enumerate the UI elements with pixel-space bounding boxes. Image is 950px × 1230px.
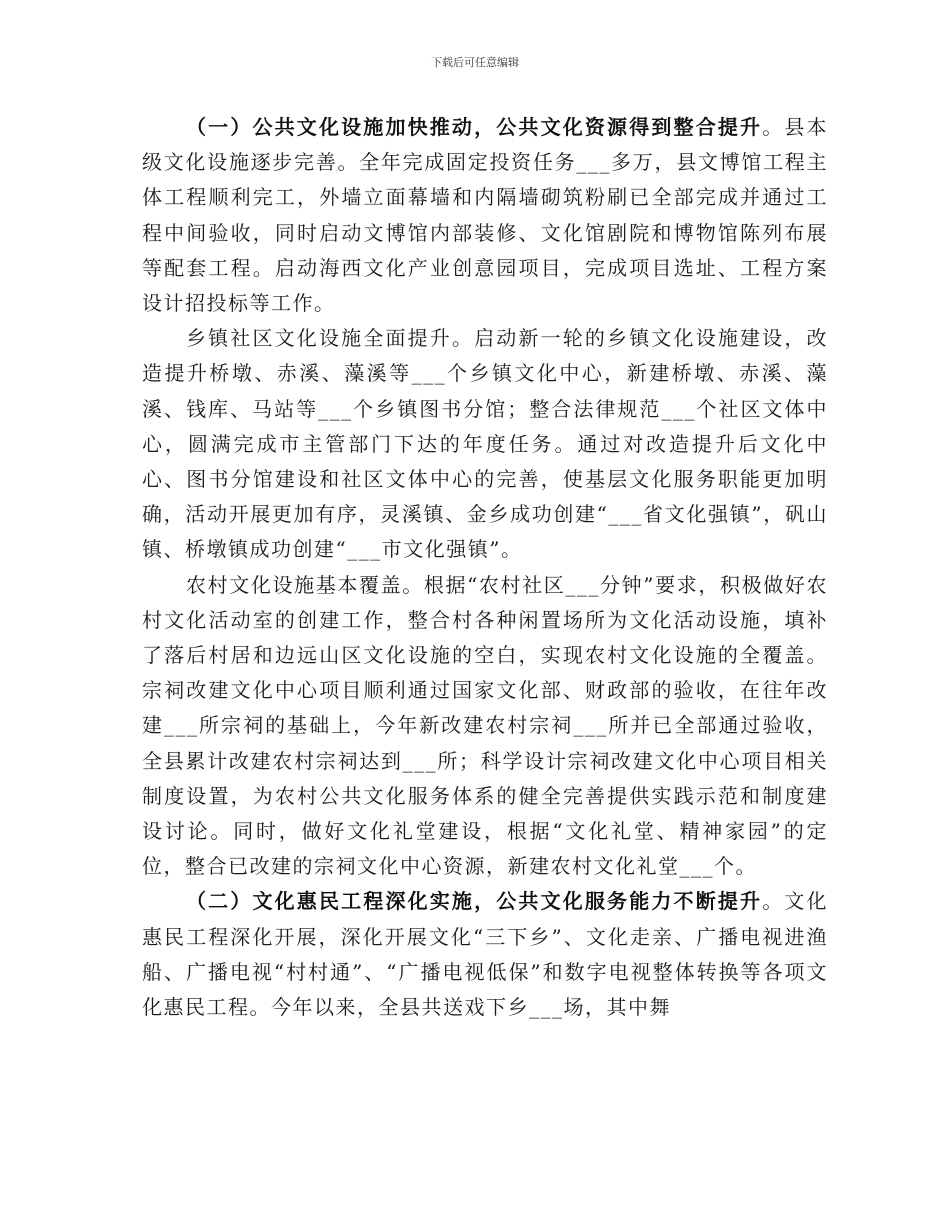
section-heading-2: （二）文化惠民工程深化实施，公共文化服务能力不断提升 bbox=[186, 889, 763, 914]
paragraph-text: 乡镇社区文化设施全面提升。启动新一轮的乡镇文化设施建设，改造提升桥墩、赤溪、藻溪等___个乡镇文化中心，新建桥墩、赤溪、藻溪、钱库、马站等___个乡镇图书分馆；整合法律规范___个社区文体中心，圆满完成市主管部门下达的年度任务。通过对改造提升后文化中心、图书分馆建设和社区文体中心的完善，使基层文化服务职能更加明确，活动开展更加有序，灵溪镇、金乡成功创建“___省文化强镇”，矾山镇、桥墩镇成功创建“___市文化强镇”。 bbox=[142, 326, 828, 562]
paragraph-text: 农村文化设施基本覆盖。根据“农村社区___分钟”要求，积极做好农村文化活动室的创建工作，整合村各种闲置场所为文化活动设施，填补了落后村居和边远山区文化设施的空白，实现农村文化设施的全覆盖。宗祠改建文化中心项目顺利通过国家文化部、财政部的验收，在往年改建___所宗祠的基础上，今年新改建农村宗祠___所并已全部通过验收，全县累计改建农村宗祠达到___所；科学设计宗祠改建文化中心项目相关制度设置，为农村公共文化服务体系的健全完善提供实践示范和制度建设讨论。同时，做好文化礼堂建设，根据“文化礼堂、精神家园”的定位，整合已改建的宗祠文化中心资源，新建农村文化礼堂___个。 bbox=[142, 572, 828, 879]
paragraph-3 bbox=[142, 568, 828, 885]
paragraph-text: 。县本级文化设施逐步完善。全年完成固定投资任务___多万，县文博馆工程主体工程顺利完工，外墙立面幕墙和内隔墙砌筑粉刷已全部完成并通过工程中间验收，同时启动文博馆内部装修、文化馆剧院和博物馆陈列布展等配套工程。启动海西文化产业创意园项目，完成项目选址、工程方案设计招投标等工作。 bbox=[142, 115, 829, 316]
paragraph-1 bbox=[142, 110, 828, 321]
paragraph-4 bbox=[142, 884, 828, 1025]
page-header: 下载后可任意编辑 bbox=[431, 56, 519, 69]
section-heading-1: （一）公共文化设施加快推动，公共文化资源得到整合提升 bbox=[186, 115, 763, 139]
document-body bbox=[142, 110, 828, 1025]
paragraph-2 bbox=[142, 321, 828, 567]
paragraph-text: 。文化惠民工程深化开展，深化开展文化“三下乡”、文化走亲、广播电视进渔船、广播电视“村村通”、“广播电视低保”和数字电视整体转换等各项文化惠民工程。今年以来，全县共送戏下乡___场，其中舞 bbox=[142, 889, 829, 1020]
